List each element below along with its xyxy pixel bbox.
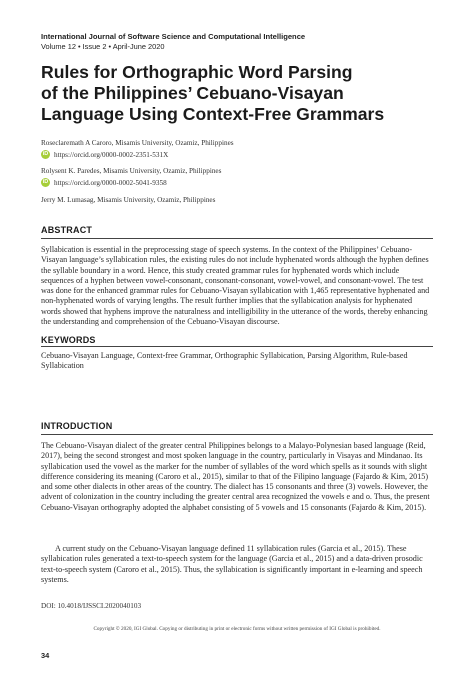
intro-paragraph-1: The Cebuano-Visayan dialect of the greater central Philippines belongs to a Malayo-Polynesian based language (Reid, 2017), being the second strongest and most spoken language in the country, particularly in Visayas and Mindanao. Its syllabication used the vowel as the marker for the number of syllables of the word which spells as it sounds with slight difference considering its meaning (Caroro et al., 2015), similar to that of the Filipino language (Fajardo & Kim, 2015) and some other dialects in other areas of the country. The dialect has 15 consonants and three (3) vowels. However, the advent of colonization in the country including the greater central area recognized the vowels e and o. Thus, the present Cebuano-Visayan orthography adopted the alphabet consisting of 5 vowels and 15 consonants (Fajardo & Kim, 2015). xyxy=(41,441,430,512)
introduction-heading: INTRODUCTION xyxy=(41,421,113,431)
title-line-3: Language Using Context-Free Grammars xyxy=(41,104,385,124)
orcid-icon: iD xyxy=(42,179,49,185)
divider xyxy=(41,434,433,435)
orcid-link[interactable]: https://orcid.org/0000-0002-5041-9358 xyxy=(54,178,167,187)
divider xyxy=(41,238,433,239)
abstract-text: Syllabication is essential in the preprocessing stage of speech systems. In the context of the Philippines’ Cebuano-Visayan language’s syllabication rules, the existing rules do not include hyphenated words although the hyphen defines the syllable boundary in a word. Hence, this study created grammar rules for hyphenated words which include sequences of a hyphen between vowel-consonant, consonant-consonant, vowel-vowel, and consonant-vowel. The test was done for the enhanced grammar rules for Cebuano-Visayan syllabication with 1,465 representative hyphenated and non-hyphenated words of varying lengths. The result further implies that the syllabication analysis for hyphenated words showed that hyphens improve the naturalness and intelligibility in the utterance of the words, thereby enhancing the understanding and comprehension of the Cebuano-Visayan discourse. xyxy=(41,245,430,327)
doi[interactable]: DOI: 10.4018/IJSSCI.2020040103 xyxy=(41,602,142,610)
copyright-notice: Copyright © 2020, IGI Global. Copying or distributing in print or electronic forms without written permission of IGI Global is prohibited. xyxy=(93,626,381,632)
keywords-text: Cebuano-Visayan Language, Context-free Grammar, Orthographic Syllabication, Parsing Algorithm, Rule-based Syllabication xyxy=(41,351,408,371)
intro-paragraph-2: A current study on the Cebuano-Visayan language defined 11 syllabication rules (Garcia et al., 2015). These syllabication rules generated a text-to-speech system for the language (Garcia et al., 2015) and a data-driven prosodic text-to-speech system (Caroro et al., 2015). Thus, the syllabication is significantly important in e-learning and speech systems. xyxy=(41,544,423,584)
author-2: Rolysent K. Paredes, Misamis University, Ozamiz, Philippines xyxy=(41,167,222,175)
title-line-2: of the Philippines’ Cebuano-Visayan xyxy=(41,83,344,103)
orcid-icon: iD xyxy=(42,151,49,157)
journal-name: International Journal of Software Science and Computational Intelligence xyxy=(41,32,306,41)
abstract-heading: ABSTRACT xyxy=(41,225,93,235)
author-3: Jerry M. Lumasag, Misamis University, Ozamiz, Philippines xyxy=(41,196,216,204)
orcid-link[interactable]: https://orcid.org/0000-0002-2351-531X xyxy=(54,150,169,159)
title-line-1: Rules for Orthographic Word Parsing xyxy=(41,62,353,82)
author-1: Roseclaremath A Caroro, Misamis University, Ozamiz, Philippines xyxy=(41,139,234,147)
author-2-orcid[interactable] xyxy=(41,178,167,187)
paper-title xyxy=(41,62,441,125)
journal-volume: Volume 12 • Issue 2 • April-June 2020 xyxy=(41,42,165,51)
keywords-heading: KEYWORDS xyxy=(41,335,96,345)
author-1-orcid[interactable] xyxy=(41,150,168,159)
divider xyxy=(41,346,433,347)
page-number: 34 xyxy=(41,651,50,660)
